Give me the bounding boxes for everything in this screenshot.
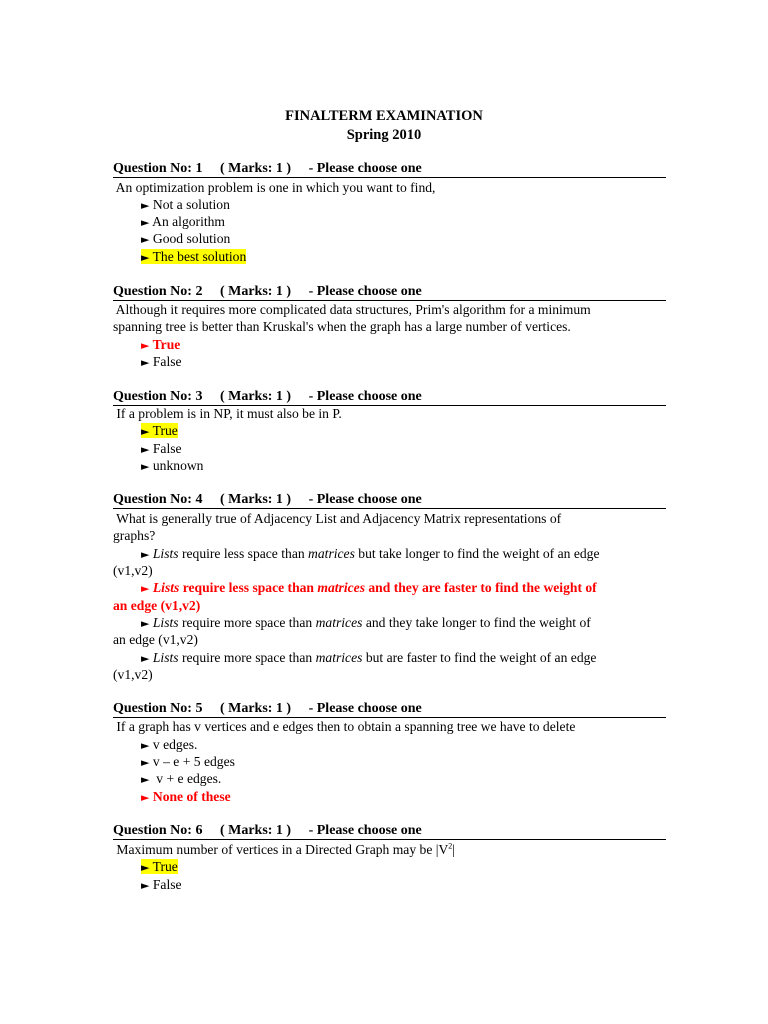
q2-option-2: ► False bbox=[141, 354, 182, 369]
q4-option-3: ► Lists require more space than matrices and they take longer to find the weight of bbox=[141, 615, 591, 630]
arrow-icon: ► bbox=[141, 791, 150, 804]
q3-option-1-answer: ► True bbox=[141, 423, 178, 438]
arrow-icon: ► bbox=[141, 617, 150, 630]
arrow-icon: ► bbox=[141, 773, 150, 786]
arrow-icon: ► bbox=[141, 879, 150, 892]
exam-title: FINALTERM EXAMINATION bbox=[285, 108, 483, 124]
arrow-icon: ► bbox=[141, 548, 150, 561]
arrow-icon: ► bbox=[141, 425, 150, 438]
arrow-icon: ► bbox=[141, 443, 150, 456]
question-4-text-line-1: What is generally true of Adjacency List and Adjacency Matrix representations of bbox=[113, 511, 562, 526]
q1-option-2: ► An algorithm bbox=[141, 214, 225, 229]
q4-option-1: ► Lists require less space than matrices but take longer to find the weight of an edge bbox=[141, 546, 600, 561]
arrow-icon: ► bbox=[141, 756, 150, 769]
q6-option-2: ► False bbox=[141, 877, 182, 892]
arrow-icon: ► bbox=[141, 216, 150, 229]
question-2-text-line-2: spanning tree is better than Kruskal's when the graph has a large number of vertices. bbox=[113, 319, 571, 334]
arrow-icon: ► bbox=[141, 199, 150, 212]
arrow-icon: ► bbox=[141, 460, 150, 473]
q4-option-1-cont: (v1,v2) bbox=[113, 563, 153, 578]
question-5-header: Question No: 5 ( Marks: 1 ) - Please choose one bbox=[113, 700, 666, 718]
q4-option-4: ► Lists require more space than matrices but are faster to find the weight of an edge bbox=[141, 650, 597, 665]
arrow-icon: ► bbox=[141, 652, 150, 665]
arrow-icon: ► bbox=[141, 339, 150, 352]
question-6-text: Maximum number of vertices in a Directed Graph may be $|V^2|$ bbox=[113, 841, 456, 857]
arrow-icon: ► bbox=[141, 356, 150, 369]
arrow-icon: ► bbox=[141, 233, 150, 246]
q6-option-1-answer: ► True bbox=[141, 859, 178, 874]
q4-option-3-cont: an edge (v1,v2) bbox=[113, 632, 198, 647]
question-3-text: If a problem is in NP, it must also be in P. bbox=[113, 406, 342, 421]
q1-option-4-answer: ► The best solution bbox=[141, 249, 247, 264]
arrow-icon: ► bbox=[141, 251, 150, 264]
question-4-text-line-2: graphs? bbox=[113, 528, 156, 543]
question-2-header: Question No: 2 ( Marks: 1 ) - Please choose one bbox=[113, 283, 666, 301]
question-1-header: Question No: 1 ( Marks: 1 ) - Please choose one bbox=[113, 160, 666, 178]
question-1-text: An optimization problem is one in which you want to find, bbox=[113, 180, 436, 195]
q2-option-1-answer: ► True bbox=[141, 337, 181, 352]
question-4-header: Question No: 4 ( Marks: 1 ) - Please choose one bbox=[113, 491, 666, 509]
arrow-icon: ► bbox=[141, 739, 150, 752]
q3-option-3: ► unknown bbox=[141, 458, 204, 473]
arrow-icon: ► bbox=[141, 861, 150, 874]
exam-term: Spring 2010 bbox=[346, 127, 422, 143]
q4-option-2-answer: ► Lists require less space than matrices and they are faster to find the weight of bbox=[141, 580, 597, 595]
question-2-text-line-1: Although it requires more complicated data structures, Prim's algorithm for a minimum bbox=[113, 302, 591, 317]
q4-option-2-cont: an edge (v1,v2) bbox=[113, 598, 201, 613]
q5-option-2: ► v – e + 5 edges bbox=[141, 754, 235, 769]
question-3-header: Question No: 3 ( Marks: 1 ) - Please choose one bbox=[113, 388, 666, 406]
q1-option-3: ► Good solution bbox=[141, 231, 231, 246]
q3-option-2: ► False bbox=[141, 441, 182, 456]
q5-option-4-answer: ► None of these bbox=[141, 789, 231, 804]
question-5-text: If a graph has v vertices and e edges then to obtain a spanning tree we have to delete bbox=[113, 719, 576, 734]
q5-option-3: ► v + e edges. bbox=[141, 771, 222, 786]
question-6-header: Question No: 6 ( Marks: 1 ) - Please choose one bbox=[113, 822, 666, 840]
q4-option-4-cont: (v1,v2) bbox=[113, 667, 153, 682]
arrow-icon: ► bbox=[141, 582, 150, 595]
q1-option-1: ► Not a solution bbox=[141, 197, 230, 212]
q5-option-1: ► v edges. bbox=[141, 737, 198, 752]
